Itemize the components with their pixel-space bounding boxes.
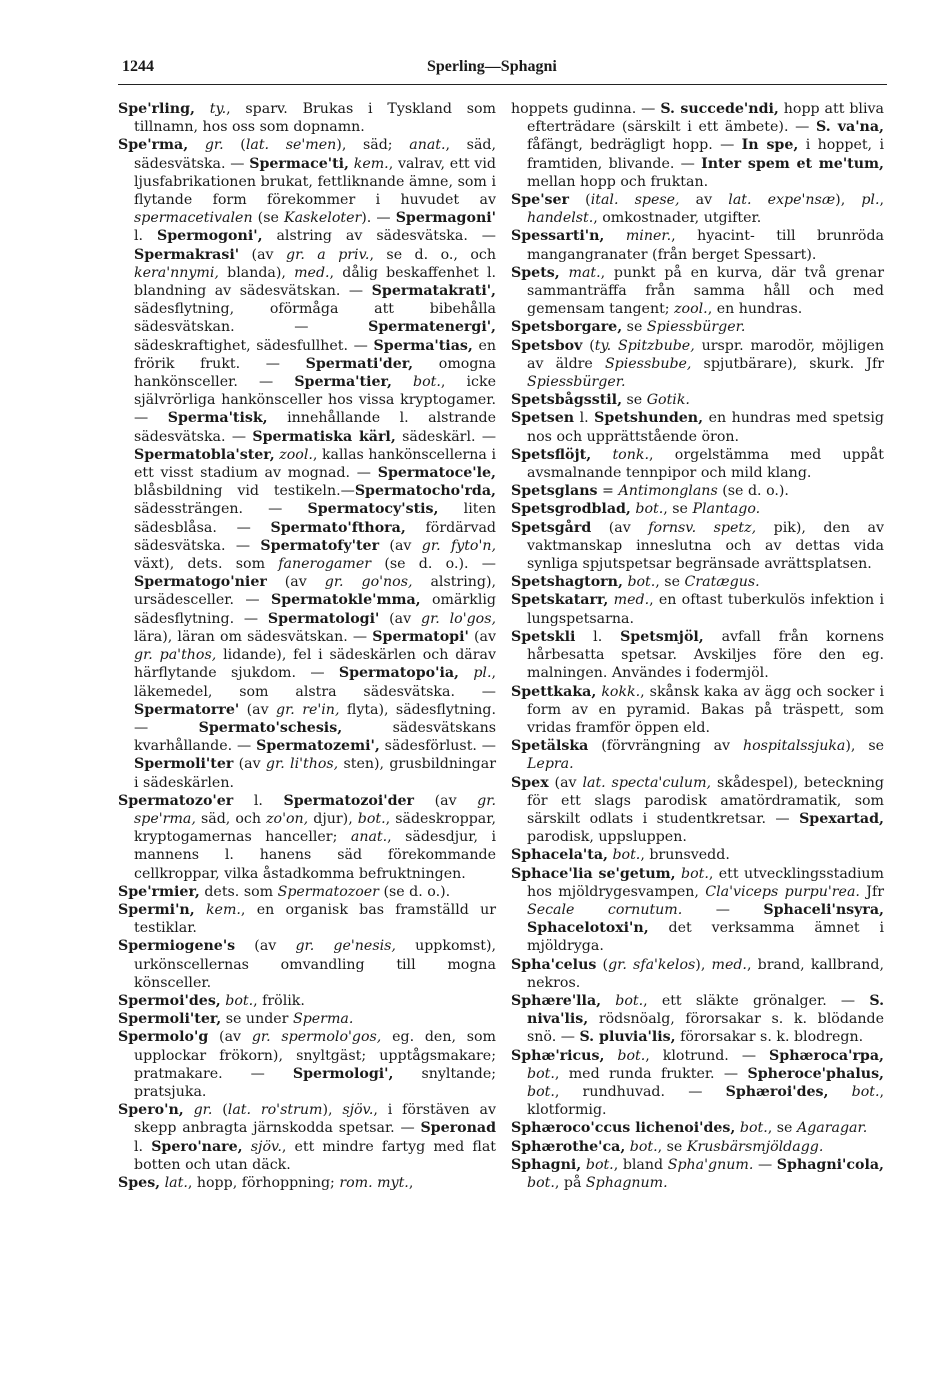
dictionary-entry: Spermoli'ter, se under Sperma. <box>118 1011 354 1028</box>
dictionary-entry: Spetsglans = Antimonglans (se d. o.). <box>511 483 789 500</box>
dictionary-entry: Spetsgård (av fornsv. spetz, pik), den av vaktmanskap inneslutna och av dettas vida synliga spjutspetsar begränsade avrättsplatsen. <box>511 519 884 573</box>
left-column <box>118 100 496 1192</box>
dictionary-entry: Spetsflöjt, tonk., orgelstämma med uppåt avsmalnande tennpipor och mild klang. <box>511 446 884 482</box>
dictionary-entry: Spetsen l. Spetshunden, en hundras med spetsig nos och upprättstående öron. <box>511 410 884 445</box>
dictionary-entry: Spetsborgare, se Spiessbürger. <box>511 319 746 336</box>
dictionary-entry: Spe'ser (ital. spese, av lat. expe'nsæ), pl., handelst., omkostnader, utgifter. <box>511 192 884 227</box>
dictionary-entry: Spetshagtorn, bot., se Cratægus. <box>511 574 760 591</box>
dictionary-entry: Spermi'n, kem., en organisk bas framställd ur testiklar. <box>118 901 497 937</box>
dictionary-entry: Spermiogene's (av gr. ge'nesis, uppkomst), urkönscellernas omvandling till mogna könsceller. <box>118 938 496 991</box>
dictionary-entry: Spe'rmier, dets. som Spermatozoer (se d. o.). <box>118 883 451 900</box>
dictionary-entry: Spha'celus (gr. sfa'kelos), med., brand, kallbrand, nekros. <box>511 956 885 991</box>
dictionary-entry: Spettkaka, kokk., skånsk kaka av ägg och socker i form av en pyramid. Bakas på träspett, som vridas framför öppen eld. <box>511 683 884 736</box>
dictionary-entry: Spetälska (förvrängning av hospitalssjuka), se Lepra. <box>511 738 884 773</box>
dictionary-entry: Sphace'lia se'getum, bot., ett utvecklingsstadium hos mjöldrygesvampen, Cla'viceps purpu'rea. Jfr Secale cornutum. — Sphaceli'nsyra, Sphacelotoxi'n, det verksamma ämnet i mjöldryga. <box>511 865 884 955</box>
dictionary-entry: Spex (av lat. specta'culum, skådespel), beteckning för ett slags parodisk amatördramatik, som särskilt odlats i studentkretsar. — Spexartad, parodisk, uppsluppen. <box>511 774 884 846</box>
dictionary-entry: Spero'n, gr. (lat. ro'strum), sjöv., i förstäven av skepp anbragta järnskodda spetsar. — Speronad l. Spero'nare, sjöv., ett mindre fartyg med flat botten och utan däck. <box>118 1102 497 1173</box>
dictionary-entry: Sphacela'ta, bot., brunsvedd. <box>511 847 730 864</box>
dictionary-entry: Sphære'lla, bot., ett släkte grönalger. — S. niva'lis, rödsnöalg, förorsakar s. k. blödande snö. — S. pluvia'lis, förorsakar s. k. blodregn. <box>511 992 885 1046</box>
dictionary-entry: Spetskatarr, med., en oftast tuberkulös infektion i lungspetsarna. <box>511 592 884 627</box>
dictionary-entry: Spes, lat., hopp, förhoppning; rom. myt., <box>118 1174 414 1191</box>
dictionary-entry: Spessarti'n, miner., hyacint- till brunröda mangangranater (från berget Spessart). <box>511 228 884 263</box>
dictionary-entry: Spetskli l. Spetsmjöl, avfall från kornens hårbesatta spetsar. Avskiljes före den eg. malningen. Användes i fodermjöl. <box>511 628 884 682</box>
dictionary-entry: Spe'rma, gr. (lat. se'men), säd; anat., säd, sädesvätska. — Spermace'ti, kem., valrav, ett vid ljusfabrikationen brukat, fettliknande ämne, som i flytande form förekommer i huvudet av spermacetivalen (se Kaskeloter). — Spermagoni' l. Spermogoni', alstring av sädesvätska. — Spermakrasi' (av gr. a priv., se d. o., och kera'nnymi, blanda), med., dålig beskaffenhet l. blandning av sädesvätskan. — Spermatakrati', sädesflytning, oförmåga att bibehålla sädesvätskan. — Spermatenergi', sädeskraftighet, sädesfullhet. — Sperma'tias, en frörik frukt. — Spermati'der, omogna hankönsceller. — Sperma'tier, bot., icke självrörliga hankönsceller hos vissa kryptogamer. — Sperma'tisk, innehållande l. alstrande sädesvätska. — Spermatiska kärl, sädeskärl. — Spermatobla'ster, zool., kallas hankönscellerna i ett visst stadium av mognad. — Spermatoce'le, blåsbildning vid testikeln.—Spermatocho'rda, sädessträngen. — Spermatocy'stis, liten sädesblåsa. — Spermato'fthora, fördärvad sädesvätska. — Spermatofy'ter (av gr. fyto'n, växt), dets. som fanerogamer (se d. o.). — Spermatogo'nier (av gr. go'nos, alstring), ursädesceller. — Spermatokle'mma, omärklig sädesflytning. — Spermatologi' (av gr. lo'gos, lära), läran om sädesvätskan. — Spermatopi' (av gr. pa'thos, lidande), fel i sädeskärlen och därav härflytande sjukdom. — Spermatopo'ia, pl., läkemedel, som alstra sädesvätska. — Spermatorre' (av gr. re'in, flyta), sädesflytning. — Spermato'schesis, sädesvätskans kvarhållande. — Spermatozemi', sädesförlust. — Spermoli'ter (av gr. li'thos, sten), grusbildningar i sädeskärlen. <box>118 137 497 791</box>
dictionary-entry: Spermolo'g (av gr. spermolo'gos, eg. den, som upplockar frökorn), snyltgäst; upptågsmakare; pratmakare. — Spermologi', snyltande; pratsjuka. <box>118 1029 497 1100</box>
dictionary-entry: Spermatozo'er l. Spermatozoi'der (av gr. spe'rma, säd, och zo'on, djur), bot., sädeskroppar, kryptogamernas hanceller; anat., sädesdjur, i mannens l. hanens säd förekommande cellkroppar, vilka åstadkomma befruktningen. <box>118 792 497 882</box>
dictionary-entry: Spets, mat., punkt på en kurva, där två grenar sammanträffa från samma håll och med gemensam tangent; zool., en hundras. <box>511 264 884 318</box>
page-number: 1244 <box>122 58 154 75</box>
page-header <box>122 58 887 82</box>
dictionary-entry: Spermoi'des, bot., frölik. <box>118 992 305 1009</box>
dictionary-entry: Sphærothe'ca, bot., se Krusbärsmjöldagg. <box>511 1138 824 1155</box>
dictionary-entry: Sphæ'ricus, bot., klotrund. — Sphæroca'rpa, bot., med runda frukter. — Spheroce'phalus, bot., rundhuvad. — Sphæroi'des, bot., klotformig. <box>511 1047 884 1119</box>
running-title: Sperling—Sphagni <box>427 58 557 75</box>
dictionary-entry: Spe'rling, ty., sparv. Brukas i Tyskland som tillnamn, hos oss som dopnamn. <box>118 101 496 136</box>
dictionary-entry: Spetsbov (ty. Spitzbube, urspr. marodör, möjligen av äldre Spiessbube, spjutbärare), skurk. Jfr Spiessbürger. <box>511 337 885 391</box>
dictionary-entry: hoppets gudinna. — S. succede'ndi, hopp att bliva efterträdare (särskilt i ett ämbete). — S. va'na, fåfängt, bedrägligt hopp. — In spe, i hoppet, i framtiden, blivande. — Inter spem et me'tum, mellan hopp och fruktan. <box>511 101 884 190</box>
dictionary-entry: Spetsbågsstil, se Gotik. <box>511 392 690 409</box>
right-column <box>511 100 884 1192</box>
dictionary-entry: Spetsgrodblad, bot., se Plantago. <box>511 501 761 518</box>
dictionary-entry: Sphagni, bot., bland Spha'gnum. — Sphagni'cola, bot., på Sphagnum. <box>511 1156 884 1191</box>
header-rule <box>118 84 887 85</box>
dictionary-entry: Sphæroco'ccus lichenoi'des, bot., se Agaragar. <box>511 1120 868 1137</box>
